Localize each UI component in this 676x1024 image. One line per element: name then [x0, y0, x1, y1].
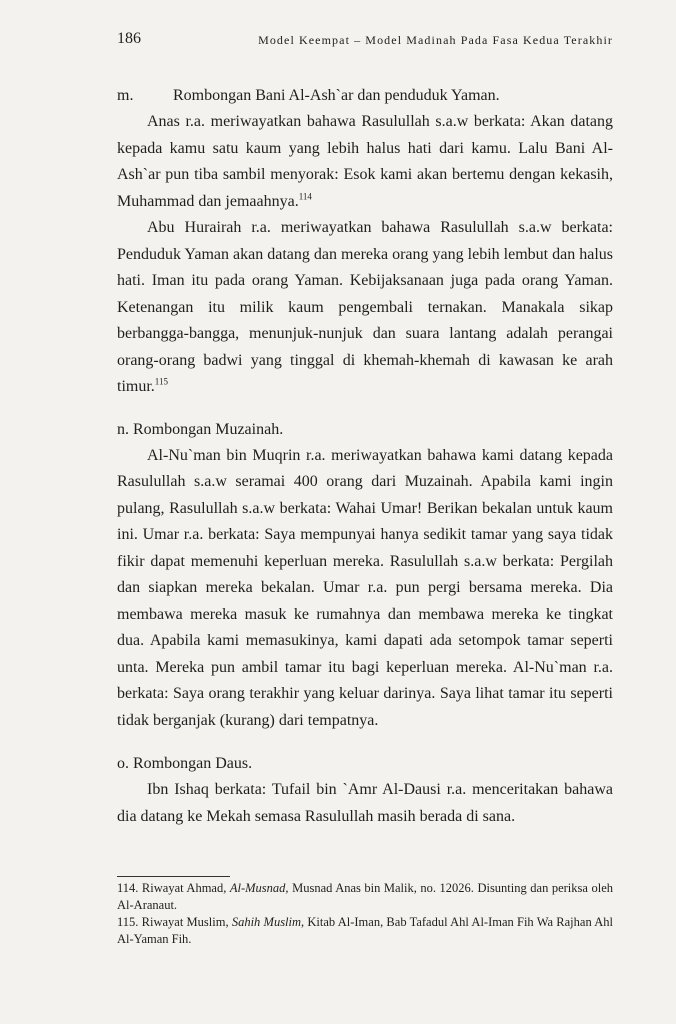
paragraph-text: Ibn Ishaq berkata: Tufail bin `Amr Al-Dausi r.a. menceritakan bahawa dia datang ke Mekah semasa Rasulullah masih berada di sana.	[117, 781, 613, 825]
footnote-text: Kitab Al-Iman, Bab Tafadul Ahl Al-Iman Fih Wa Rajhan Ahl Al-Yaman Fih.	[117, 915, 613, 946]
page-header	[117, 30, 613, 54]
footnote-ref[interactable]: 115	[154, 376, 168, 387]
section-heading-o: o. Rombongan Daus.	[117, 755, 253, 772]
footnote-source-title: Al-Musnad,	[229, 881, 289, 895]
paragraph-anas	[117, 109, 613, 215]
paragraph-al-numan	[117, 443, 613, 735]
paragraph-abu-hurairah	[117, 215, 613, 401]
footnote-ref[interactable]: 114	[298, 191, 312, 202]
footnote-text: 114. Riwayat Ahmad,	[117, 881, 230, 895]
footnote-divider	[117, 876, 230, 877]
section-heading-n: n. Rombongan Muzainah.	[117, 420, 284, 438]
body-text	[117, 75, 613, 830]
paragraph-text: Abu Hurairah r.a. meriwayatkan bahawa Rasulullah s.a.w berkata: Penduduk Yaman akan datang dan mereka orang yang lebih lembut dan halus hati. Iman itu pada orang Yaman. Kebijaksanaan juga pada orang Yaman. Ketenangan itu milik kaum pengembali ternakan. Manakala sikap berbangga-bangga, menunjuk-nunjuk dan suara lantang adalah perangai orang-orang badwi yang tinggal di khemah-khemah di kawasan ke arah timur.	[117, 219, 613, 395]
footnote-text: 115. Riwayat Muslim,	[117, 915, 232, 929]
footnote-115	[117, 914, 613, 948]
footnotes	[117, 880, 613, 948]
footnote-source-title: Sahih Muslim,	[231, 915, 305, 929]
section-heading-m	[117, 83, 613, 109]
page-number: 186	[117, 30, 141, 47]
paragraph-text: Al-Nu`man bin Muqrin r.a. meriwayatkan bahawa kami datang kepada Rasulullah s.a.w seramai 400 orang dari Muzainah. Apabila kami ingin pulang, Rasulullah s.a.w berkata: Wahai Umar! Berikan bekalan untuk kaum ini. Umar r.a. berkata: Saya mempunyai hanya sedikit tamar yang saya tidak fikir dapat memenuhi keperluan mereka. Rasulullah s.a.w berkata: Pergilah dan siapkan mereka bekalan. Umar r.a. pun pergi bersama mereka. Dia membawa mereka masuk ke rumahnya dan membawa mereka ke tingkat dua. Apabila kami memasukinya, kami dapati ada setompok tamar seperti unta. Mereka pun ambil tamar itu bagi keperluan mereka. Al-Nu`man r.a. berkata: Saya orang terakhir yang keluar darinya. Saya lihat tamar itu seperti tidak berganjak (kurang) dari tempatnya.	[117, 446, 613, 729]
paragraph-ibn-ishaq	[117, 777, 613, 830]
paragraph-text: Anas r.a. meriwayatkan bahawa Rasulullah s.a.w berkata: Akan datang kepada kamu satu kaum yang lebih halus hati dari kamu. Lalu Bani Al-Ash`ar pun tiba sambil menyorak: Esok kami akan bertemu dengan kekasih, Muhammad dan jemaahnya.	[117, 113, 613, 210]
footnote-text: Musnad Anas bin Malik, no. 12026. Disunting dan periksa oleh Al-Aranaut.	[117, 881, 613, 912]
running-head: Model Keempat – Model Madinah Pada Fasa Kedua Terakhir	[258, 33, 613, 47]
section-title: Rombongan Bani Al-Ash`ar dan penduduk Yaman.	[173, 87, 500, 104]
footnote-114	[117, 880, 613, 914]
section-letter: m.	[117, 87, 134, 104]
